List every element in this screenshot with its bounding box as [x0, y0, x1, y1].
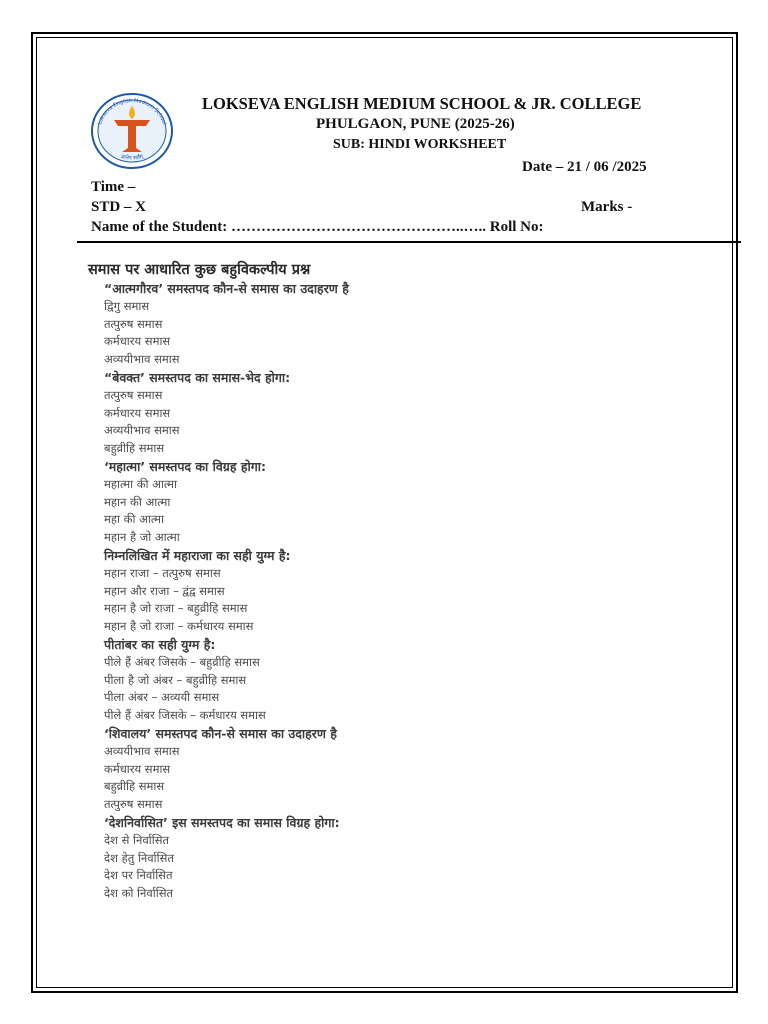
question-section [90, 261, 650, 903]
section-title: समास पर आधारित कुछ बहुविकल्पीय प्रश्न [88, 262, 311, 278]
question-item [104, 458, 650, 547]
option-text: द्विगु समास [104, 298, 150, 313]
option-text: महान और राजा – द्वंद्व समास [104, 583, 225, 598]
logo-bottom-text: ज्ञानेन सर्वम् [120, 153, 144, 162]
school-location: PHULGAON, PUNE (2025-26) [316, 116, 515, 132]
option-text: महान राजा – तत्पुरुष समास [104, 565, 221, 580]
option-text: देश से निर्वासित [104, 832, 170, 847]
question-text: “बेवक्त’ समस्तपद का समास-भेद होगा: [104, 369, 291, 385]
question-text: ‘देशनिर्वासित’ इस समस्तपद का समास विग्रह होगा: [104, 814, 340, 830]
option-text: पीला है जो अंबर – बहुव्रीहि समास [104, 672, 247, 687]
logo-top-text: Lokseva English Medium School [97, 97, 167, 126]
option-text: अव्ययीभाव समास [104, 423, 180, 438]
question-text: पीतांबर का सही युग्म है: [104, 636, 216, 652]
std-label: STD – X [91, 199, 147, 215]
option-text: महान है जो आत्मा [104, 530, 180, 545]
marks-label: Marks - [581, 199, 633, 215]
question-text: “आत्मगौरव’ समस्तपद कौन-से समास का उदाहरण है [104, 281, 349, 296]
option-text: पीले हैं अंबर जिसके – कर्मधारय समास [104, 708, 266, 723]
option-text: महा की आत्मा [104, 512, 164, 527]
option-text: अव्ययीभाव समास [104, 352, 180, 367]
option-text: तत्पुरुष समास [104, 797, 163, 812]
option-text: बहुव्रीहि समास [104, 779, 165, 794]
option-text: देश हेतु निर्वासित [104, 850, 174, 865]
option-text: देश को निर्वासित [104, 886, 174, 901]
option-text: तत्पुरुष समास [104, 316, 163, 331]
option-text: पीला अंबर – अव्ययी समास [104, 690, 220, 705]
option-text: महान है जो राजा – कर्मधारय समास [104, 619, 254, 634]
question-item [104, 280, 650, 369]
option-text: महान की आत्मा [104, 494, 171, 509]
school-logo-icon [90, 92, 174, 170]
question-item [104, 636, 650, 725]
question-item [104, 547, 650, 636]
header-divider [77, 241, 741, 243]
option-text: बहुव्रीहि समास [104, 441, 165, 456]
option-text: कर्मधारय समास [104, 334, 171, 349]
worksheet-subject: SUB: HINDI WORKSHEET [333, 137, 507, 152]
question-item [104, 369, 650, 458]
option-text: कर्मधारय समास [104, 761, 171, 776]
question-text: निम्नलिखित में महाराजा का सही युग्म है: [104, 547, 291, 563]
student-name-line: Name of the Student: ………………………………………..….. Roll No: [91, 219, 544, 235]
question-text: ‘महात्मा’ समस्तपद का विग्रह होगा: [104, 458, 266, 474]
question-list [90, 280, 650, 903]
option-text: कर्मधारय समास [104, 405, 171, 420]
option-text: पीले हैं अंबर जिसके – बहुव्रीहि समास [104, 654, 260, 669]
option-text: अव्ययीभाव समास [104, 743, 180, 758]
worksheet-date: Date – 21 / 06 /2025 [522, 159, 647, 175]
school-name: LOKSEVA ENGLISH MEDIUM SCHOOL & JR. COLLEGE [202, 94, 642, 113]
option-text: तत्पुरुष समास [104, 387, 163, 402]
time-label: Time – [91, 179, 136, 195]
question-text: ‘शिवालय’ समस्तपद कौन-से समास का उदाहरण है [104, 725, 337, 741]
option-text: महान है जो राजा – बहुव्रीहि समास [104, 601, 248, 616]
question-item [104, 725, 650, 814]
question-item [104, 814, 650, 903]
option-text: देश पर निर्वासित [104, 868, 173, 883]
option-text: महात्मा की आत्मा [104, 476, 178, 491]
